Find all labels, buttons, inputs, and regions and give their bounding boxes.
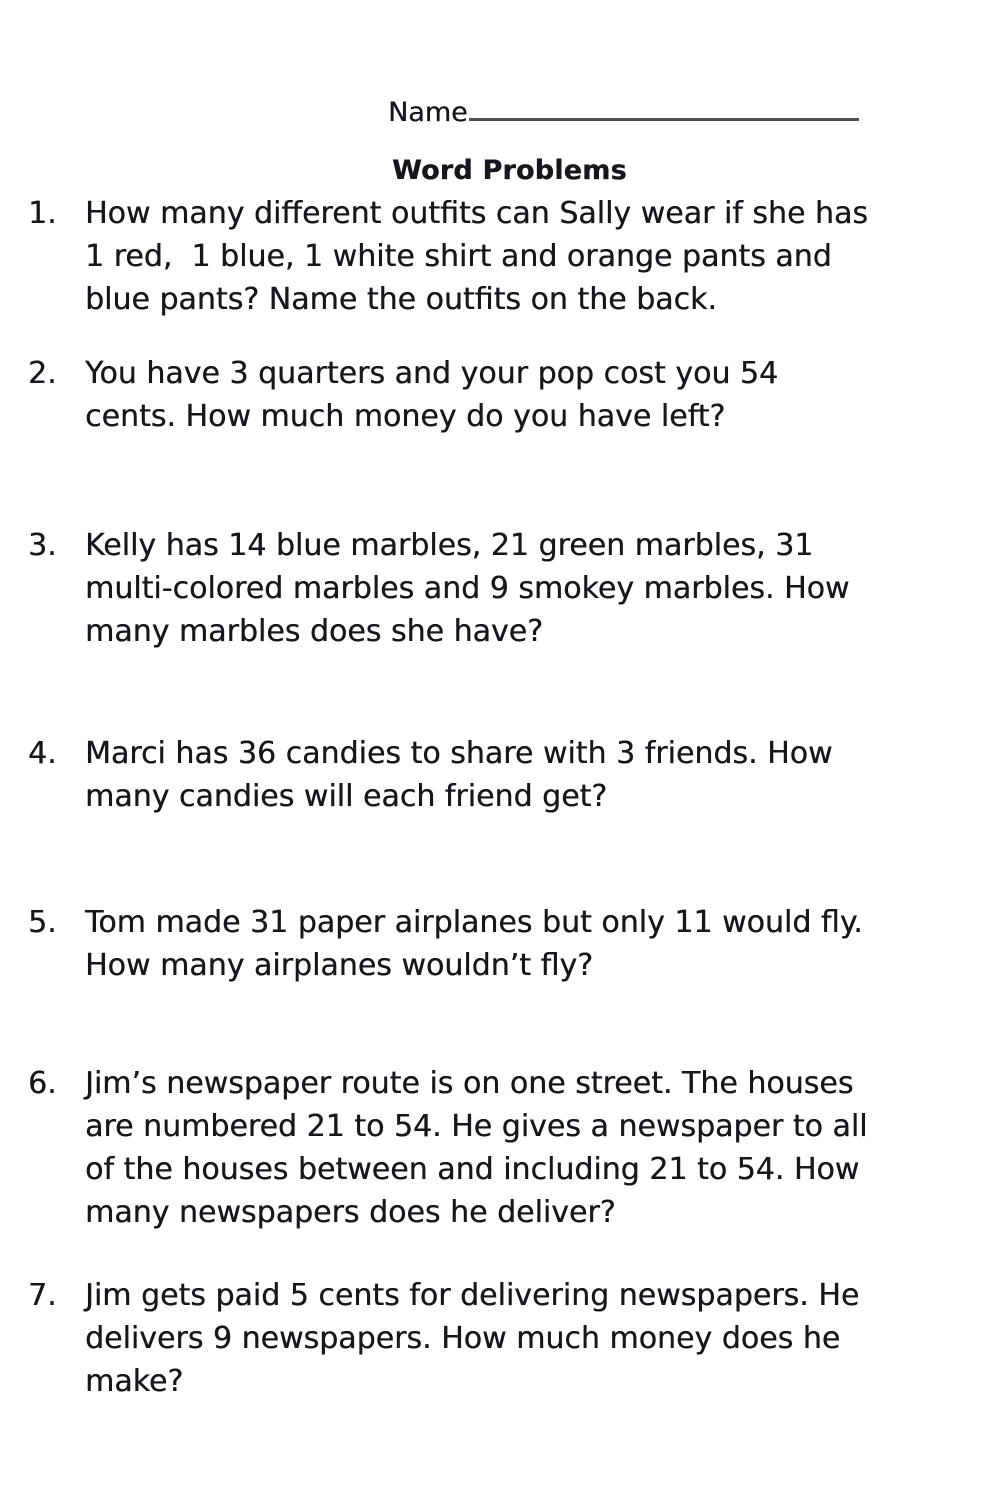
name-label: Name <box>388 97 468 128</box>
problem-number: 2. <box>28 356 57 391</box>
problem-number: 1. <box>28 196 57 231</box>
problem-line: are numbered 21 to 54. He gives a newspaper to all <box>85 1109 868 1144</box>
problem-line: How many different outfits can Sally wear if she has <box>85 196 868 231</box>
name-blank-line[interactable] <box>469 92 859 121</box>
problem-item <box>28 901 863 987</box>
problem-line: make? <box>85 1364 184 1399</box>
problem-line: of the houses between and including 21 to 54. How <box>85 1152 860 1187</box>
problem-text <box>85 524 849 653</box>
problem-line: Marci has 36 candies to share with 3 friends. How <box>85 736 833 771</box>
page-title: Word Problems <box>392 155 627 186</box>
problem-line: many newspapers does he deliver? <box>85 1195 616 1230</box>
problem-item <box>28 732 833 818</box>
problem-text <box>85 1274 859 1403</box>
problem-line: You have 3 quarters and your pop cost you 54 <box>85 356 779 391</box>
problem-line: Kelly has 14 blue marbles, 21 green marbles, 31 <box>85 528 814 563</box>
problem-line: multi-colored marbles and 9 smokey marbles. How <box>85 571 850 606</box>
problem-item <box>28 192 868 321</box>
problem-text <box>85 192 868 321</box>
problem-item <box>28 1062 868 1234</box>
problem-line: many marbles does she have? <box>85 614 544 649</box>
problem-text <box>85 1062 868 1234</box>
problem-number: 4. <box>28 736 57 771</box>
problem-line: cents. How much money do you have left? <box>85 399 726 434</box>
problem-line: blue pants? Name the outfits on the back. <box>85 282 717 317</box>
problem-text <box>85 352 778 438</box>
problem-number: 5. <box>28 905 57 940</box>
problem-line: Jim’s newspaper route is on one street. The houses <box>85 1066 854 1101</box>
problem-number: 6. <box>28 1066 57 1101</box>
problem-line: many candies will each friend get? <box>85 779 608 814</box>
problem-item <box>28 524 849 653</box>
problem-line: Jim gets paid 5 cents for delivering newspapers. He <box>85 1278 860 1313</box>
problem-line: How many airplanes wouldn’t fly? <box>85 948 594 983</box>
problem-number: 7. <box>28 1278 57 1313</box>
problem-line: Tom made 31 paper airplanes but only 11 would fly. <box>85 905 863 940</box>
problem-line: 1 red, 1 blue, 1 white shirt and orange pants and <box>85 239 832 274</box>
problem-item <box>28 352 778 438</box>
problem-number: 3. <box>28 528 57 563</box>
problem-line: delivers 9 newspapers. How much money does he <box>85 1321 841 1356</box>
problem-item <box>28 1274 859 1403</box>
name-row <box>388 92 859 129</box>
problem-text <box>85 732 833 818</box>
problem-text <box>85 901 863 987</box>
